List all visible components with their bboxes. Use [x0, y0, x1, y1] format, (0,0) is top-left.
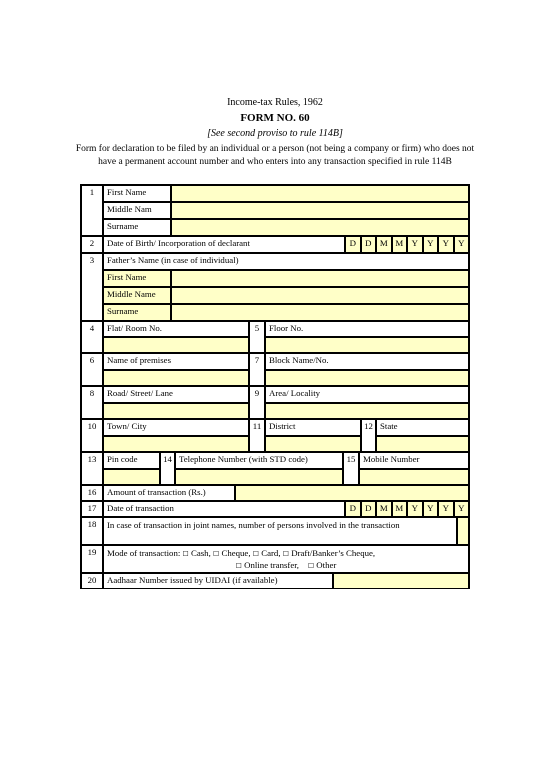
town-city-label: Town/ City	[103, 419, 249, 436]
road-street-label: Road/ Street/ Lane	[103, 386, 249, 403]
joint-names-label: In case of transaction in joint names, number of persons involved in the transaction	[103, 517, 457, 545]
fathers-first-name-field[interactable]	[171, 270, 469, 287]
txn-year-box-1[interactable]: Y	[407, 501, 423, 517]
txn-day-box-1[interactable]: D	[345, 501, 361, 517]
row-number-9: 9	[249, 386, 265, 419]
form-description: Form for declaration to be filed by an individual or a person (not being a company or firm) who does not have a permanent account number and who enters into any transaction specified in rule 114B	[75, 144, 475, 167]
row-number-13: 13	[81, 452, 103, 485]
mobile-number-label: Mobile Number	[359, 452, 469, 469]
row-number-1: 1	[81, 185, 103, 236]
aadhaar-field[interactable]	[333, 573, 469, 589]
dob-year-box-3[interactable]: Y	[438, 236, 454, 253]
aadhaar-label: Aadhaar Number issued by UIDAI (if available)	[103, 573, 333, 589]
form-60-table	[80, 184, 470, 589]
mode-of-transaction-cell	[103, 545, 469, 573]
joint-persons-field[interactable]	[457, 517, 469, 545]
town-city-field[interactable]	[103, 436, 249, 452]
name-of-premises-field[interactable]	[103, 370, 249, 386]
surname-field[interactable]	[171, 219, 469, 236]
row-number-2: 2	[81, 236, 103, 253]
floor-no-field[interactable]	[265, 337, 469, 353]
floor-no-label: Floor No.	[265, 321, 469, 337]
option-online-transfer-label: Online transfer,	[244, 560, 300, 570]
telephone-label: Telephone Number (with STD code)	[175, 452, 343, 469]
row-number-19: 19	[81, 545, 103, 573]
row-number-8: 8	[81, 386, 103, 419]
row-number-6: 6	[81, 353, 103, 386]
state-field[interactable]	[376, 436, 469, 452]
checkbox-draft[interactable]: ☐	[282, 550, 290, 558]
checkbox-other[interactable]: ☐	[307, 562, 315, 570]
dob-year-box-1[interactable]: Y	[407, 236, 423, 253]
txn-month-box-1[interactable]: M	[376, 501, 392, 517]
dob-month-box-2[interactable]: M	[392, 236, 408, 253]
dob-day-box-1[interactable]: D	[345, 236, 361, 253]
row-number-20: 20	[81, 573, 103, 589]
option-cash-label: Cash,	[190, 548, 211, 558]
first-name-label: First Name	[103, 185, 171, 202]
txn-year-box-3[interactable]: Y	[438, 501, 454, 517]
middle-name-label: Middle Nam	[103, 202, 171, 219]
name-of-premises-label: Name of premises	[103, 353, 249, 370]
flat-room-label: Flat/ Room No.	[103, 321, 249, 337]
option-card-label: Card,	[261, 548, 281, 558]
telephone-field[interactable]	[175, 469, 343, 485]
date-of-birth-label: Date of Birth/ Incorporation of declarant	[103, 236, 345, 253]
form-title: FORM NO. 60	[240, 112, 310, 124]
mode-of-transaction-label: Mode of transaction:	[107, 548, 181, 558]
area-locality-label: Area/ Locality	[265, 386, 469, 403]
checkbox-cash[interactable]: ☐	[182, 550, 189, 558]
row-number-14: 14	[160, 452, 175, 485]
checkbox-cheque[interactable]: ☐	[212, 550, 220, 558]
flat-room-field[interactable]	[103, 337, 249, 353]
fathers-first-name-label: First Name	[103, 270, 171, 287]
txn-day-box-2[interactable]: D	[361, 501, 377, 517]
row-number-7: 7	[249, 353, 265, 386]
checkbox-online-transfer[interactable]: ☐	[235, 562, 242, 570]
road-street-field[interactable]	[103, 403, 249, 419]
amount-field[interactable]	[235, 485, 469, 501]
option-other-label: Other	[316, 560, 337, 570]
surname-label: Surname	[103, 219, 171, 236]
pin-code-label: Pin code	[103, 452, 160, 469]
fathers-middle-name-label: Middle Name	[103, 287, 171, 304]
area-locality-field[interactable]	[265, 403, 469, 419]
row-number-4: 4	[81, 321, 103, 353]
row-number-15: 15	[343, 452, 359, 485]
dob-year-box-2[interactable]: Y	[423, 236, 439, 253]
row-number-3: 3	[81, 253, 103, 321]
txn-month-box-2[interactable]: M	[392, 501, 408, 517]
district-field[interactable]	[265, 436, 361, 452]
row-number-10: 10	[81, 419, 103, 452]
district-label: District	[265, 419, 361, 436]
txn-year-box-2[interactable]: Y	[423, 501, 439, 517]
row-number-12: 12	[361, 419, 376, 452]
amount-label: Amount of transaction (Rs.)	[103, 485, 235, 501]
row-number-16: 16	[81, 485, 103, 501]
checkbox-card[interactable]: ☐	[252, 550, 260, 558]
dob-year-box-4[interactable]: Y	[454, 236, 470, 253]
option-cheque-label: Cheque,	[221, 548, 251, 558]
fathers-surname-field[interactable]	[171, 304, 469, 321]
mobile-number-field[interactable]	[359, 469, 469, 485]
pin-code-field[interactable]	[103, 469, 160, 485]
first-name-field[interactable]	[171, 185, 469, 202]
fathers-surname-label: Surname	[103, 304, 171, 321]
rules-title: Income-tax Rules, 1962	[227, 97, 323, 108]
block-name-label: Block Name/No.	[265, 353, 469, 370]
dob-month-box-1[interactable]: M	[376, 236, 392, 253]
state-label: State	[376, 419, 469, 436]
date-of-transaction-label: Date of transaction	[103, 501, 345, 517]
middle-name-field[interactable]	[171, 202, 469, 219]
fathers-name-label: Father’s Name (in case of individual)	[103, 253, 469, 270]
fathers-middle-name-field[interactable]	[171, 287, 469, 304]
row-number-5: 5	[249, 321, 265, 353]
block-name-field[interactable]	[265, 370, 469, 386]
txn-year-box-4[interactable]: Y	[454, 501, 470, 517]
dob-day-box-2[interactable]: D	[361, 236, 377, 253]
option-draft-label: Draft/Banker’s Cheque,	[291, 548, 376, 558]
row-number-17: 17	[81, 501, 103, 517]
proviso-reference: [See second proviso to rule 114B]	[207, 128, 343, 139]
row-number-11: 11	[249, 419, 265, 452]
row-number-18: 18	[81, 517, 103, 545]
